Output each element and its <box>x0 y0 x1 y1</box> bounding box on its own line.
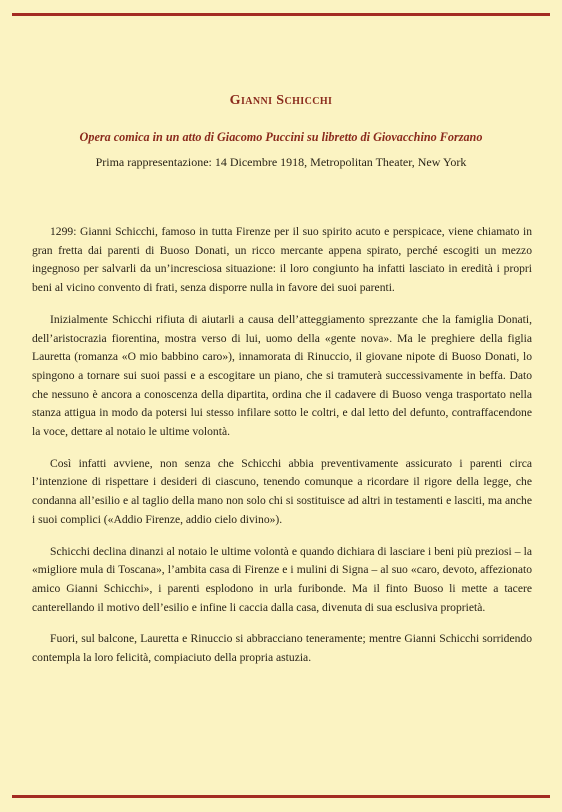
bottom-border-rule <box>12 795 550 798</box>
top-border-rule <box>12 13 550 16</box>
document-subtitle: Opera comica in un atto di Giacomo Puccini su libretto di Giovacchino Forzano <box>79 130 483 144</box>
synopsis-paragraph: Così infatti avviene, non senza che Schicchi abbia preventivamente assicurato i parenti circa l’intenzione di rispettare i desideri di ciascuno, tenendo comunque a ricordare il rigore della legge, che condanna all’esilio e al taglio della mano non solo chi si sostituisce ad altri in testamenti e lasciti, ma anche i suoi complici («Addio Firenze, addio cielo divino»). <box>32 456 532 526</box>
document-header <box>0 92 562 170</box>
synopsis-paragraph: Inizialmente Schicchi rifiuta di aiutarli a causa dell’atteggiamento sprezzante che la famiglia Donati, dell’aristocrazia fiorentina, mostra verso di lui, uomo della «gente nova». Ma le preghiere della figlia Lauretta (romanza «O mio babbino caro»), innamorata di Rinuccio, il giovane nipote di Buoso Donati, lo spingono a tornare sui suoi passi e a escogitare un piano, che si tramuterà successivamente in beffa. Dato che nessuno è ancora a conoscenza della dipartita, ordina che il cadavere di Buoso venga trasportato nella stanza attigua in modo da potersi lui stesso infilare sotto le coltri, e dal letto del defunto, contraffacendone la voce, dettare al notaio le ultime volontà. <box>32 312 532 439</box>
synopsis-paragraph: Schicchi declina dinanzi al notaio le ultime volontà e quando dichiara di lasciare i beni più preziosi – la «migliore mula di Toscana», l’ambita casa di Firenze e i mulini di Signa – al suo «caro, devoto, affezionato amico Gianni Schicchi», i parenti esplodono in urla furibonde. Ma il finto Buoso li mette a tacere canterellando il motivo dell’esilio e infine li caccia dalla casa, divenuta di sua esclusiva proprietà. <box>32 544 532 614</box>
document-title: Gianni Schicchi <box>229 93 333 108</box>
synopsis-body <box>32 223 532 681</box>
synopsis-paragraph: Fuori, sul balcone, Lauretta e Rinuccio si abbracciano teneramente; mentre Gianni Schicchi sorridendo contempla la loro felicità, compiaciuto della propria astuzia. <box>32 632 532 665</box>
synopsis-paragraph: 1299: Gianni Schicchi, famoso in tutta Firenze per il suo spirito acuto e perspicace, viene chiamato in gran fretta dai parenti di Buoso Donati, un ricco mercante appena spirato, perché escogiti un mezzo ingegnoso per salvarli da un’incresciosa situazione: il loro congiunto ha infatti lasciato in eredità i propri beni al vicino convento di frati, senza disporre nulla in favore dei suoi parenti. <box>32 225 532 295</box>
premiere-info: Prima rappresentazione: 14 Dicembre 1918, Metropolitan Theater, New York <box>95 155 467 169</box>
